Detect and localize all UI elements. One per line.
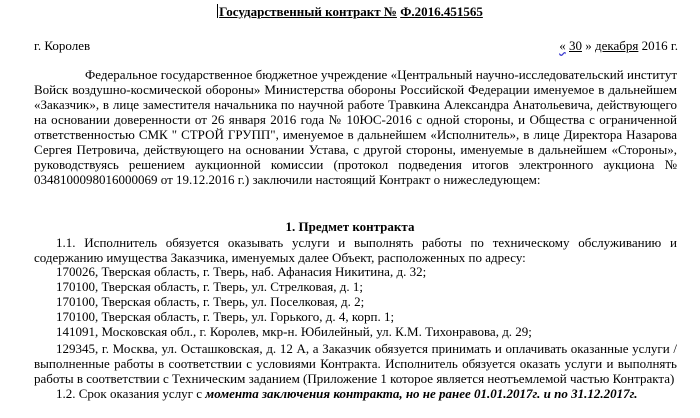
- clause-1-1: 1.1. Исполнитель обязуется оказывать услуги и выполнять работы по техническому обслуживанию и содержанию имущества Заказчика, именуемых далее Объект, расположенных по адресу:: [34, 235, 677, 265]
- section-1-title: 1. Предмет контракта: [285, 219, 415, 234]
- date-close-quote: »: [585, 38, 592, 53]
- address-line: 170100, Тверская область, г. Тверь, ул. Поселковая, д. 2;: [56, 294, 365, 309]
- contract-city: г. Королев: [34, 38, 91, 53]
- address-line: 170100, Тверская область, г. Тверь, ул. Стрелковая, д. 1;: [56, 279, 363, 294]
- clause-1-1-continuation: 129345, г. Москва, ул. Осташковская, д. 12 А, а Заказчик обязуется принимать и оплачивать оказанные услуги /выполненные работы в соответствии с условиями Контракта. Исполнитель обязуется оказать услуги и выполнять работы в соответствии с Техническим заданием (Приложение 1 которое является неотъемлемой частью Контракта): [34, 341, 677, 386]
- contract-title: [0, 4, 700, 20]
- date-open-quote: «: [559, 38, 566, 53]
- date-month: декабря: [595, 38, 639, 53]
- contract-title-prefix: Государственный контракт №: [219, 4, 397, 19]
- date-year: 2016 г.: [641, 38, 678, 53]
- clause-1-2: [56, 386, 638, 401]
- date-day: 30: [569, 38, 582, 53]
- contract-number: Ф.2016.451565: [400, 4, 483, 19]
- address-line: 170100, Тверская область, г. Тверь, ул. Горького, д. 4, корп. 1;: [56, 309, 395, 324]
- contract-date: [559, 38, 678, 53]
- intro-paragraph: Федеральное государственное бюджетное учреждение «Центральный научно-исследовательский институт Войск воздушно-космической обороны» Министерства обороны Российской Федерации именуемое в дальнейшем «Заказчик», в лице заместителя начальника по научной работе Травкина Александра Анатольевича, действующего на основании доверенности от 26 января 2016 года № 10ЮС-2016 с одной стороны, и Общества с ограниченной ответственностью СМК " СТРОЙ ГРУПП", именуемое в дальнейшем «Исполнитель», в лице Директора Назарова Сергея Петровича, действующего на основании Устава, с другой стороны, именуемые в дальнейшем «Стороны», руководствуясь решением аукционной комиссии (протокол подведения итогов электронного аукциона № 0348100098016000069 от 19.12.2016 г.) заключили настоящий Контракт о нижеследующем:: [34, 67, 677, 187]
- text-cursor: [217, 4, 218, 18]
- clause-1-2-term: моментa заключения контракта, но не ранее 01.01.2017г. и по 31.12.2017г.: [205, 386, 638, 401]
- address-line: 141091, Московская обл., г. Королев, мкр-н. Юбилейный, ул. К.М. Тихонравова, д. 29;: [56, 324, 532, 339]
- address-line: 170026, Тверская область, г. Тверь, наб. Афанасия Никитина, д. 32;: [56, 264, 427, 279]
- clause-1-2-prefix: 1.2. Срок оказания услуг с: [56, 386, 203, 401]
